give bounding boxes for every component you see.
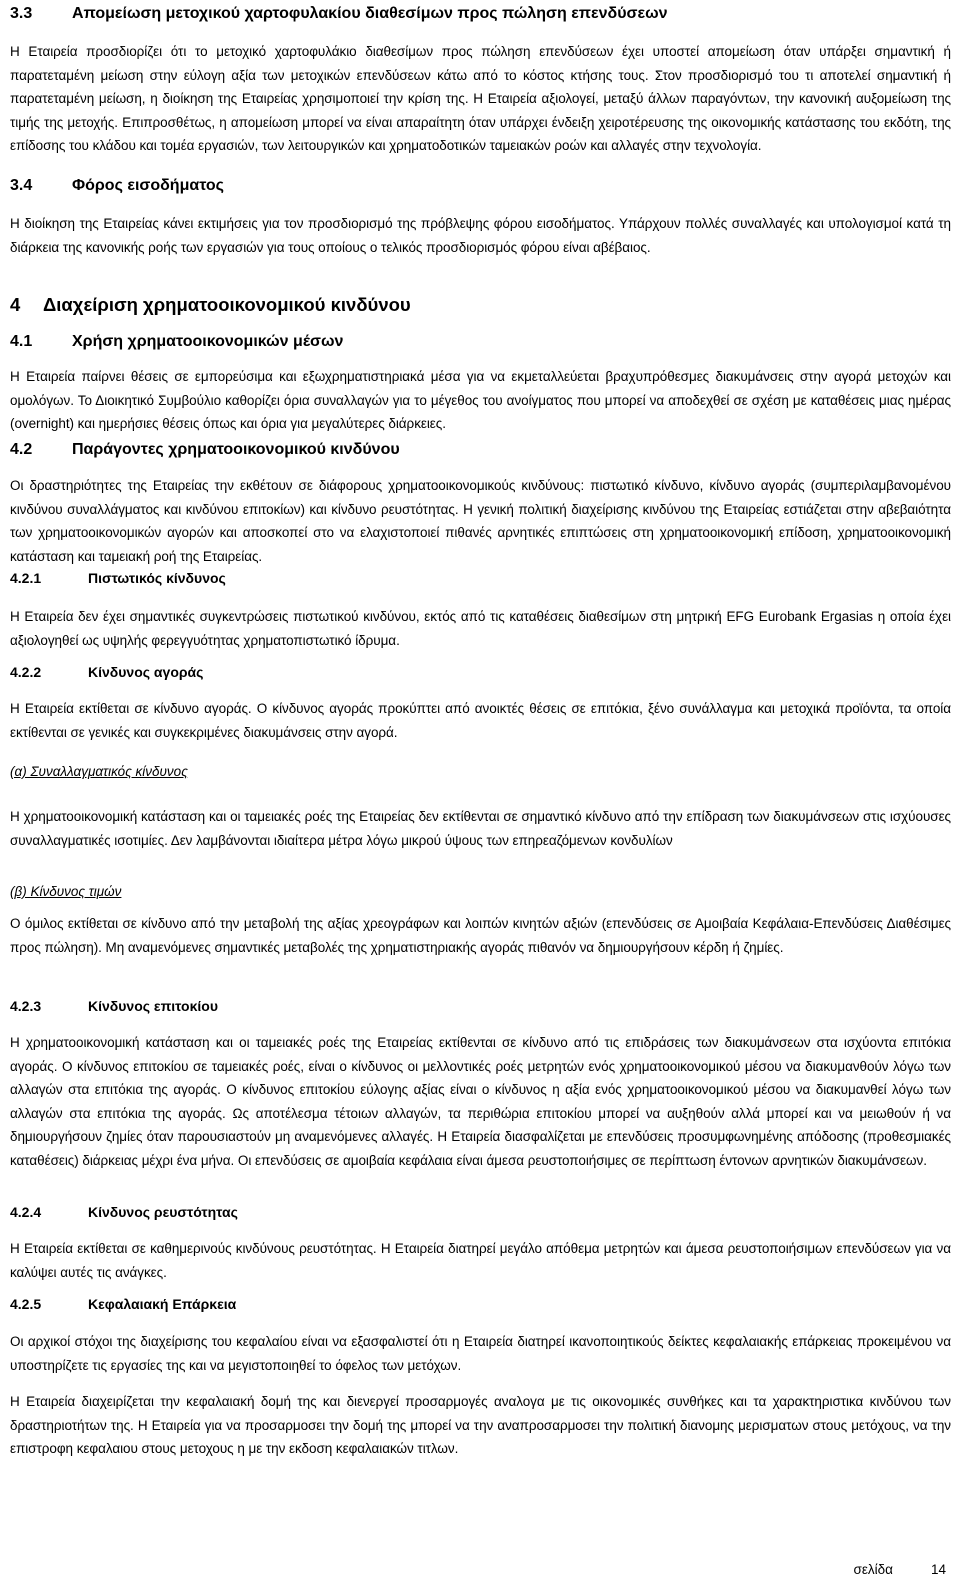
paragraph-4-2-5-first: Οι αρχικοί στόχοι της διαχείρισης του κεφαλαίου είναι να εξασφαλιστεί ότι η Εταιρεία διατηρεί ικανοποιητικούς δείκτες κεφαλαιακής επάρκειας προκειμένου να υποστηρίζετε τις εργασίες της και να μεγιστοποιηθεί το όφελος των μετόχων. <box>10 1334 951 1373</box>
section-heading-4-2-3 <box>10 996 951 1016</box>
section-title: Παράγοντες χρηματοοικονομικού κινδύνου <box>72 441 400 458</box>
section-title: Πιστωτικός κίνδυνος <box>88 570 226 586</box>
chapter-heading-4 <box>10 293 951 317</box>
paragraph-4-2-2: Η Εταιρεία εκτίθεται σε κίνδυνο αγοράς. Ο κίνδυνος αγοράς προκύπτει από ανοικτές θέσεις σε επιτόκια, ξένο συνάλλαγμα και μετοχικά προϊόντα, τα οποία εκτίθενται σε γενικές και συγκεκριμένες διακυμάνσεις στην αγορά. <box>10 701 951 740</box>
section-title: Χρήση χρηματοοικονομικών μέσων <box>72 333 344 350</box>
paragraph-3-4: Η διοίκηση της Εταιρείας κάνει εκτιμήσεις για τον προσδιορισμό της πρόβλεψης φόρου εισοδήματος. Υπάρχουν πολλές συναλλαγές και υπολογισμοί κατά τη διάρκεια της κανονικής ροής των εργασιών για τους οποίους ο τελικός προσδιορισμός φόρου είναι αβέβαιος. <box>10 216 951 255</box>
section-number: 4.1 <box>10 333 33 350</box>
section-heading-4-1 <box>10 331 951 353</box>
paragraph-price-risk: Ο όμιλος εκτίθεται σε κίνδυνο από την μεταβολή της αξίας χρεογράφων και λοιπών κινητών αξιών (επενδύσεις σε Αμοιβαία Κεφάλαια-Επενδύσεις Διαθέσιμες προς πώληση). Μη αναμενόμενες σημαντικές μεταβολές της χρηματιστηριακής αγοράς πιθανόν να δημιουργήσουν κέρδη ή ζημίες. <box>10 916 951 955</box>
subsection-title-price-risk: (β) Κίνδυνος τιμών <box>10 884 122 899</box>
section-heading-4-2-5 <box>10 1294 951 1314</box>
section-title: Απομείωση μετοχικού χαρτοφυλακίου διαθεσίμων προς πώληση επενδύσεων <box>72 5 668 22</box>
paragraph-4-1: Η Εταιρεία παίρνει θέσεις σε εμπορεύσιμα και εξωχρηματιστηριακά μέσα για να εκμεταλλεύεται βραχυπρόθεσμες διακυμάνσεις στην αγορά μετοχών και ομολόγων. Το Διοικητικό Συμβούλιο καθορίζει όρια συναλλαγών για το μέγεθος του ανοίγματος που μπορεί να αποδεχθεί σε σχέση με καταθέσεις μιας ημέρας (overnight) και ημερήσιες θέσεις όπως και όρια για μεγαλύτερες διάρκειες. <box>10 369 951 431</box>
section-number: 4.2.5 <box>10 1296 42 1312</box>
section-title: Κίνδυνος ρευστότητας <box>88 1204 238 1220</box>
chapter-title: Διαχείριση χρηματοοικονομικού κινδύνου <box>43 294 411 315</box>
section-number: 3.4 <box>10 177 33 194</box>
chapter-number: 4 <box>10 294 21 315</box>
paragraph-3-3: Η Εταιρεία προσδιορίζει ότι το μετοχικό χαρτοφυλάκιο διαθεσίμων προς πώληση επενδύσεων έχει υποστεί απομείωση όταν υπάρξει σημαντική ή παρατεταμένη μείωση στην εύλογη αξία των μετοχικών επενδύσεων κάτω από το κόστος κτήσης τους. Στον προσδιορισμό του τι αποτελεί σημαντική ή παρατεταμένη μείωση, η διοίκηση της Εταιρείας χρησιμοποιεί την κρίση της. Η Εταιρεία αξιολογεί, μεταξύ άλλων παραγόντων, την κανονική αυξομείωση της τιμής της μετοχής. Επιπροσθέτως, η απομείωση μπορεί να είναι απαραίτητη όταν υπάρχει ένδειξη χειροτέρευσης της οικονομικής κατάστασης του εκδότη, της επίδοσης του κλάδου και τομέα εργασιών, των λειτουργικών και χρηματοδοτικών ταμειακών ροών και αλλαγές στην τεχνολογία. <box>10 44 951 153</box>
subsection-title-currency-risk: (α) Συναλλαγματικός κίνδυνος <box>10 764 188 779</box>
section-number: 3.3 <box>10 5 33 22</box>
paragraph-4-2: Οι δραστηριότητες της Εταιρείας την εκθέτουν σε διάφορους χρηματοοικονομικούς κινδύνους: πιστωτικό κίνδυνο, κίνδυνο αγοράς (συμπεριλαμβανομένου κινδύνου συναλλάγματος και κινδύνου επιτοκίων) και κίνδυνο ρευστότητας. Η γενική πολιτική διαχείρισης κινδύνου της Εταιρείας εστιάζεται στην αβεβαιότητα των χρηματοοικονομικών αγορών και αποσκοπεί στο να ελαχιστοποιεί πιθανές αρνητικές επιπτώσεις στη χρηματοοικονομική επίδοση, χρηματοοικονομική κατάσταση και ταμειακή ροή της Εταιρείας. <box>10 478 951 564</box>
section-title: Κεφαλαιακή Επάρκεια <box>88 1296 237 1312</box>
section-heading-3-4 <box>10 175 951 197</box>
paragraph-4-2-1: Η Εταιρεία δεν έχει σημαντικές συγκεντρώσεις πιστωτικού κινδύνου, εκτός από τις καταθέσεις διαθεσίμων στη μητρική EFG Eurobank Ergasias η οποία έχει αξιολογηθεί ως υψηλής φερεγγυότητας χρηματοπιστωτικό ίδρυμα. <box>10 609 951 648</box>
section-number: 4.2.1 <box>10 570 42 586</box>
section-number: 4.2.3 <box>10 998 42 1014</box>
paragraph-4-2-5-second: Η Εταιρεία διαχειρίζεται την κεφαλαιακή δομή της και διενεργεί προσαρμογές αναλογα με τις οικονομικές συνθήκες και τα χαρακτηριστικα κινδύνου των δραστηριοτήτων της. Η Εταιρεία για να προσαρμοσει την δομή της μπορεί να την αναπροσαρμοσει την πολιτική διανομης μερισματων στους μετόχους, να την επιστροφη κεφαλαιου στους μετοχους η με την εκδοση κεφαλαιακών τιτλων. <box>10 1394 951 1456</box>
paragraph-4-2-4: Η Εταιρεία εκτίθεται σε καθημερινούς κινδύνους ρευστότητας. Η Εταιρεία διατηρεί μεγάλο απόθεμα μετρητών και άμεσα ρευστοποιήσιμων επενδύσεων για να καλύψει αυτές τις ανάγκες. <box>10 1241 951 1280</box>
paragraph-currency-risk: Η χρηματοοικονομική κατάσταση και οι ταμειακές ροές της Εταιρείας δεν εκτίθενται σε σημαντικό κίνδυνο από την επίδραση των διακυμάνσεων στις ισχύουσες συναλλαγματικές ισοτιμίες. Δεν λαμβάνονται ιδιαίτερα μέτρα λόγω μικρού ύψους των επηρεαζόμενων κονδυλίων <box>10 809 951 848</box>
section-heading-4-2-2 <box>10 662 951 682</box>
page-label: σελίδα <box>853 1562 893 1577</box>
section-number: 4.2.4 <box>10 1204 42 1220</box>
section-heading-4-2 <box>10 439 951 461</box>
section-heading-4-2-4 <box>10 1202 951 1222</box>
section-heading-4-2-1 <box>10 568 951 588</box>
section-title: Κίνδυνος επιτοκίου <box>88 998 218 1014</box>
section-number: 4.2 <box>10 441 33 458</box>
section-title: Κίνδυνος αγοράς <box>88 664 204 680</box>
page-footer <box>854 1560 946 1580</box>
paragraph-4-2-3: Η χρηματοοικονομική κατάσταση και οι ταμειακές ροές της Εταιρείας εκτίθενται σε κίνδυνο από τις επιδράσεις των διακυμάνσεων στα ισχύοντα επιτόκια αγοράς. Ο κίνδυνος επιτοκίου σε ταμειακές ροές, είναι ο κίνδυνος οι μελλοντικές ροές μετρητών ενός χρηματοοικονομικού μέσου να διακυμανθούν λόγω των αλλαγών στα επιτόκια της αγοράς. Ο κίνδυνος επιτοκίου εύλογης αξίας είναι ο κίνδυνος η αξία ενός χρηματοοικονομικού μέσου να διακυμανθεί λόγω των αλλαγών στα επιτόκια της αγοράς. Ως αποτέλεσμα τέτοιων αλλαγών, τα περιθώρια επιτοκίου μπορεί να αυξηθούν αλλά μπορεί και να μειωθούν ή να δημιουργήσουν ζημίες όταν παρουσιαστούν μη αναμενόμενες αλλαγές. Η Εταιρεία διασφαλίζεται με επενδύσεις προσυμφωνημένης απόδοσης (προθεσμιακές καταθέσεις) διάρκειας μέχρι ένα μήνα. Οι επενδύσεις σε αμοιβαία κεφάλαια είναι άμεσα ρευστοποιήσιμες σε περίπτωση έντονων αρνητικών διακυμάνσεων. <box>10 1035 951 1168</box>
section-heading-3-3 <box>10 3 951 25</box>
section-title: Φόρος εισοδήματος <box>72 177 224 194</box>
page-number: 14 <box>930 1562 946 1577</box>
section-number: 4.2.2 <box>10 664 42 680</box>
